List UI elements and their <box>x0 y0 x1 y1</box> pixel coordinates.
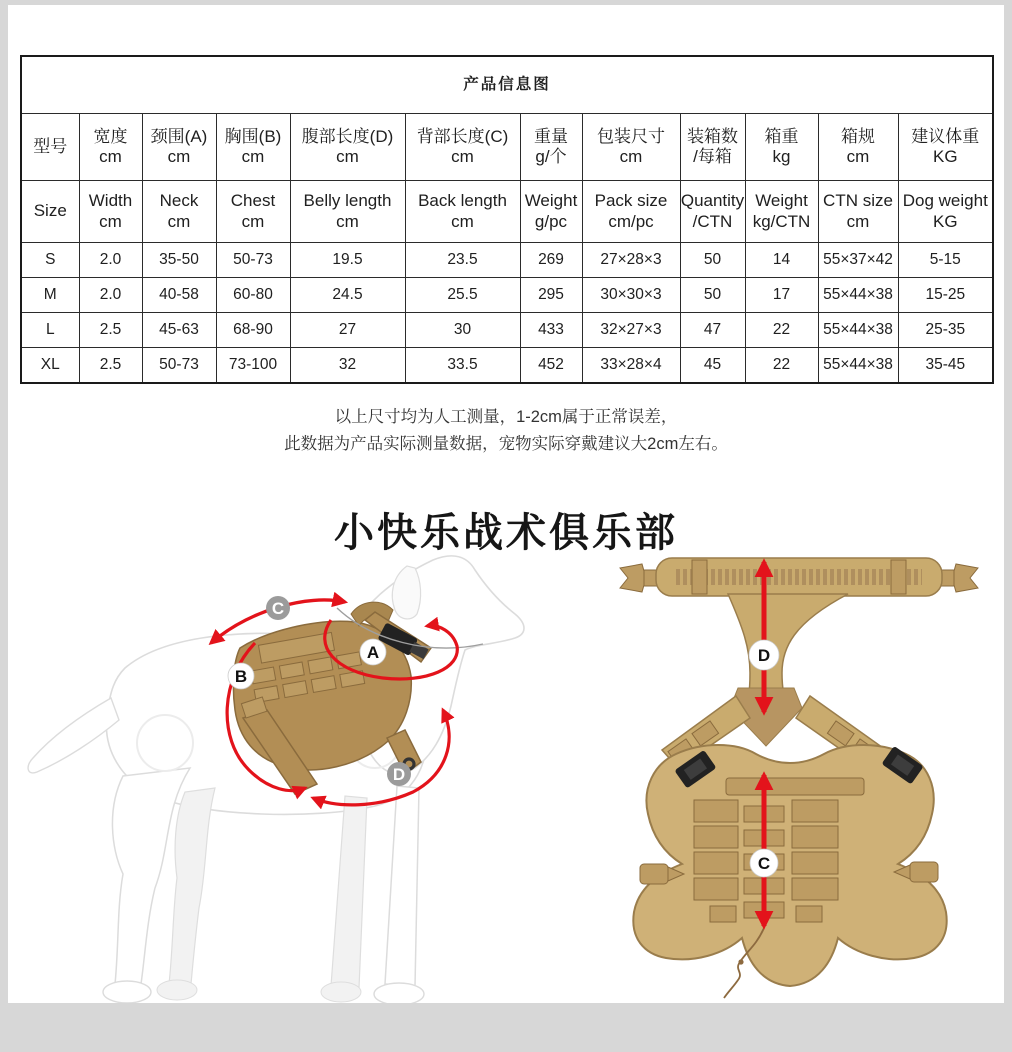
table-cell: 30×30×3 <box>582 278 680 313</box>
col-header-en: Quantity /CTN <box>680 181 745 243</box>
col-header-cn: 装箱数 /每箱 <box>680 114 745 181</box>
col-header-en: Belly length cm <box>290 181 405 243</box>
table-cell: 2.0 <box>79 278 142 313</box>
table-header-cn <box>21 114 993 181</box>
table-cell: 55×44×38 <box>818 278 898 313</box>
table-cell: 68-90 <box>216 313 290 348</box>
dog-harness-illustration <box>15 548 545 1003</box>
table-cell: 2.5 <box>79 313 142 348</box>
col-header-cn: 重量 g/个 <box>520 114 582 181</box>
measure-badge-d <box>387 762 411 786</box>
table-cell: 22 <box>745 348 818 384</box>
col-header-en: Weight kg/CTN <box>745 181 818 243</box>
table-cell: L <box>21 313 79 348</box>
col-header-cn: 箱规 cm <box>818 114 898 181</box>
col-header-en: Width cm <box>79 181 142 243</box>
product-info-table <box>20 55 994 384</box>
table-cell: 22 <box>745 313 818 348</box>
table-row-l <box>21 313 993 348</box>
table-cell: 24.5 <box>290 278 405 313</box>
measure-badge-d-flat <box>749 640 779 670</box>
dog-ear <box>392 566 420 619</box>
table-header-en <box>21 181 993 243</box>
velcro-strip <box>726 778 864 795</box>
table-cell: 32×27×3 <box>582 313 680 348</box>
svg-text:C: C <box>271 598 285 618</box>
table-cell: 452 <box>520 348 582 384</box>
col-header-en: Size <box>21 181 79 243</box>
table-cell: 55×37×42 <box>818 243 898 278</box>
col-header-cn: 箱重 kg <box>745 114 818 181</box>
table-cell: 47 <box>680 313 745 348</box>
table-cell: 25.5 <box>405 278 520 313</box>
table-row-xl <box>21 348 993 384</box>
table-cell: 35-50 <box>142 243 216 278</box>
col-header-cn: 包装尺寸 cm <box>582 114 680 181</box>
table-cell: 27 <box>290 313 405 348</box>
table-cell: 2.5 <box>79 348 142 384</box>
table-cell: M <box>21 278 79 313</box>
note-line-1: 以上尺寸均为人工测量，1-2cm属于正常误差， <box>334 408 678 426</box>
measure-badge-a <box>360 639 386 665</box>
table-cell: 45-63 <box>142 313 216 348</box>
svg-text:C: C <box>757 853 771 873</box>
table-row-m <box>21 278 993 313</box>
svg-text:D: D <box>757 645 771 665</box>
table-cell: 15-25 <box>898 278 993 313</box>
col-header-cn: 型号 <box>21 114 79 181</box>
table-cell: 17 <box>745 278 818 313</box>
table-cell: 27×28×3 <box>582 243 680 278</box>
table-cell: 35-45 <box>898 348 993 384</box>
col-header-cn: 建议体重 KG <box>898 114 993 181</box>
flat-harness-neck-piece <box>620 558 978 770</box>
measure-badge-b <box>228 663 254 689</box>
col-header-cn: 宽度 cm <box>79 114 142 181</box>
col-header-en: CTN size cm <box>818 181 898 243</box>
svg-text:A: A <box>366 642 380 662</box>
table-cell: 50 <box>680 243 745 278</box>
col-header-en: Weight g/pc <box>520 181 582 243</box>
watermark-text: 小快乐战术俱乐部 <box>334 509 678 556</box>
col-header-cn: 腹部长度(D) cm <box>290 114 405 181</box>
col-header-en: Pack size cm/pc <box>582 181 680 243</box>
col-header-en: Chest cm <box>216 181 290 243</box>
table-cell: 55×44×38 <box>818 348 898 384</box>
flat-harness-body-piece <box>633 745 946 998</box>
table-cell: 14 <box>745 243 818 278</box>
note-line-2: 此数据为产品实际测量数据，宠物实际穿戴建议大2cm左右。 <box>284 435 728 453</box>
table-cell: 23.5 <box>405 243 520 278</box>
col-header-en: Neck cm <box>142 181 216 243</box>
measure-badge-c-flat <box>750 849 778 877</box>
table-cell: 25-35 <box>898 313 993 348</box>
table-cell: 433 <box>520 313 582 348</box>
image-frame <box>8 5 1004 1003</box>
table-cell: 50 <box>680 278 745 313</box>
svg-text:D: D <box>392 764 406 784</box>
measurement-notes <box>8 404 1004 458</box>
col-header-en: Back length cm <box>405 181 520 243</box>
col-header-cn: 胸围(B) cm <box>216 114 290 181</box>
dog-tail <box>28 698 119 773</box>
table-cell: 30 <box>405 313 520 348</box>
table-cell: 19.5 <box>290 243 405 278</box>
table-cell: 60-80 <box>216 278 290 313</box>
table-cell: XL <box>21 348 79 384</box>
table-cell: S <box>21 243 79 278</box>
table-cell: 55×44×38 <box>818 313 898 348</box>
page-title: 产品信息图 <box>21 56 993 114</box>
dog-mannequin-image <box>28 556 524 1003</box>
table-cell: 33.5 <box>405 348 520 384</box>
table-cell: 295 <box>520 278 582 313</box>
table-cell: 50-73 <box>142 348 216 384</box>
table-row-s <box>21 243 993 278</box>
table-cell: 269 <box>520 243 582 278</box>
table-cell: 40-58 <box>142 278 216 313</box>
harness-flat-illustration <box>598 548 1000 1003</box>
table-cell: 50-73 <box>216 243 290 278</box>
svg-text:B: B <box>234 666 248 686</box>
table-cell: 2.0 <box>79 243 142 278</box>
table-title-row <box>21 56 993 114</box>
table-cell: 45 <box>680 348 745 384</box>
table-cell: 32 <box>290 348 405 384</box>
col-header-cn: 颈围(A) cm <box>142 114 216 181</box>
measure-badge-c <box>266 596 290 620</box>
col-header-en: Dog weight KG <box>898 181 993 243</box>
table-cell: 73-100 <box>216 348 290 384</box>
table-cell: 5-15 <box>898 243 993 278</box>
col-header-cn: 背部长度(C) cm <box>405 114 520 181</box>
table-cell: 33×28×4 <box>582 348 680 384</box>
